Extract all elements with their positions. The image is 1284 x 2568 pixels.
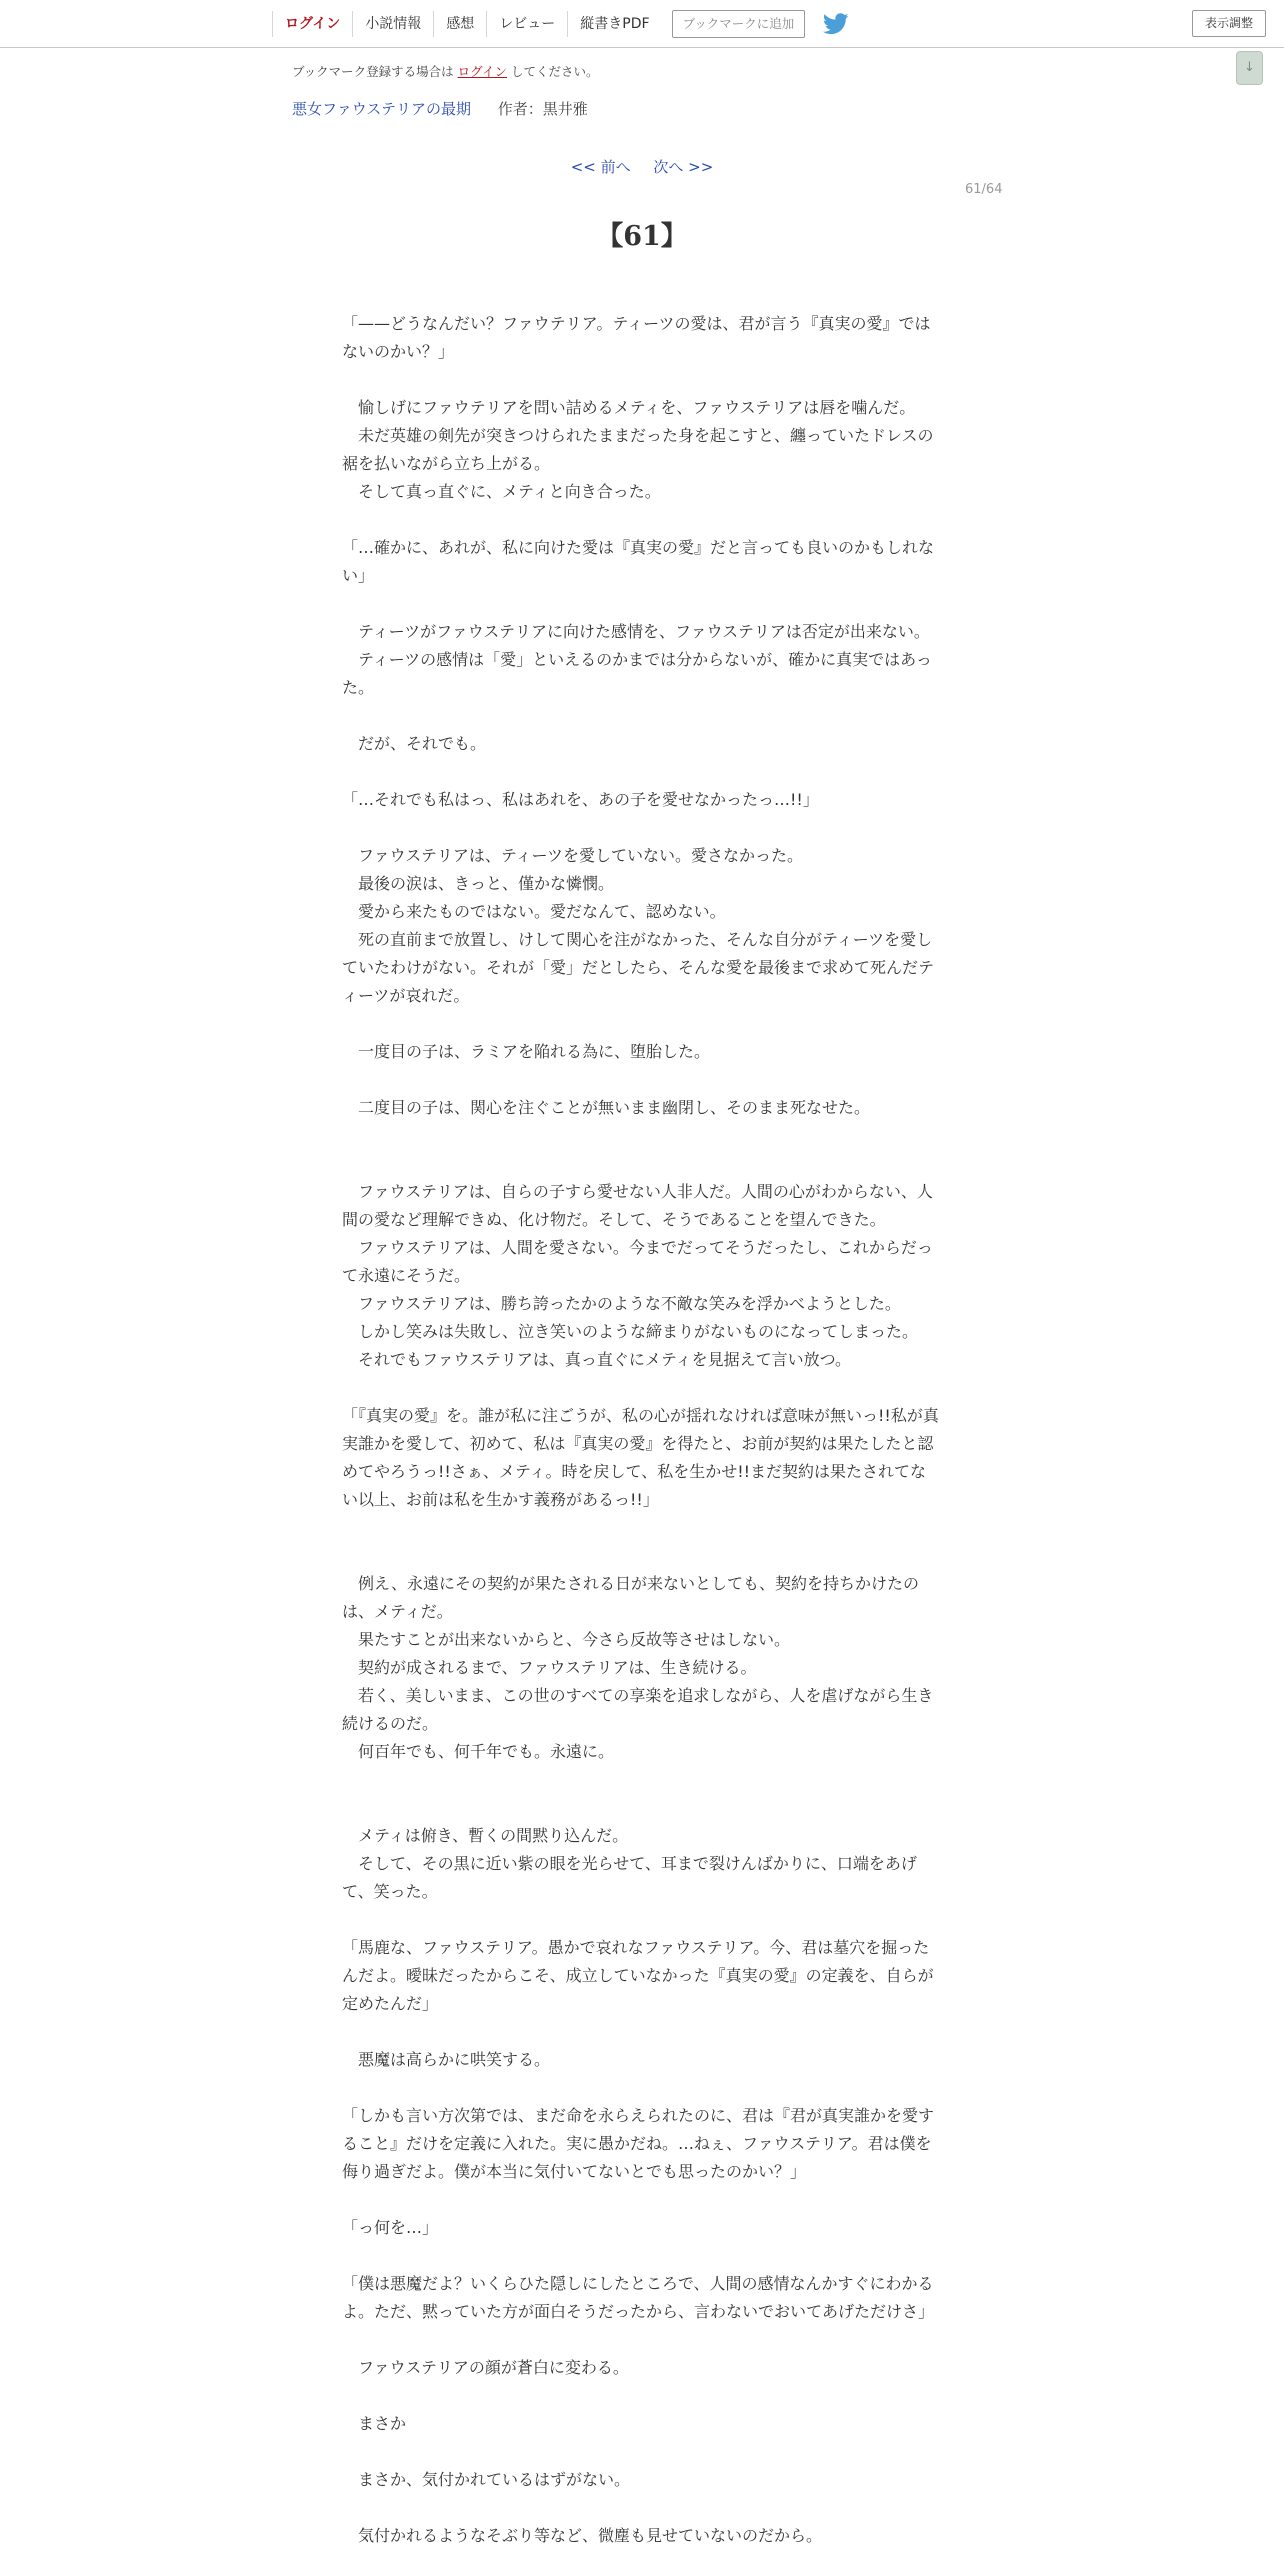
novel-header — [292, 98, 588, 119]
body-paragraph: 「…確かに、あれが、私に向けた愛は『真実の愛』だと言っても良いのかもしれない」 — [342, 538, 935, 585]
login-link[interactable]: ログイン — [272, 11, 352, 37]
body-paragraph: ファウステリアは、自らの子すら愛せない人非人だ。人間の心がわからない、人間の愛など理解できぬ、化け物だ。そして、そうであることを望んできた。 — [342, 1182, 933, 1229]
body-paragraph: そして真っ直ぐに、メティと向き合った。 — [342, 482, 661, 501]
body-paragraph — [342, 590, 942, 618]
body-paragraph: 気付かれるようなそぶり等など、微塵も見せていないのだから。 — [342, 2526, 823, 2545]
body-paragraph: 最後の涙は、きっと、僅かな憐憫。 — [342, 874, 615, 893]
body-paragraph: 愉しげにファウテリアを問い詰めるメティを、ファウステリアは唇を噛んだ。 — [342, 398, 916, 417]
body-paragraph — [342, 2074, 942, 2102]
body-paragraph: 契約が成されるまで、ファウステリアは、生き続ける。 — [342, 1658, 757, 1677]
notice-text-before: ブックマーク登録する場合は — [292, 64, 454, 79]
review-link[interactable]: レビュー — [486, 11, 567, 37]
body-paragraph: メティは俯き、暫くの間黙り込んだ。 — [342, 1826, 629, 1845]
body-paragraph: 愛から来たものではない。愛だなんて、認めない。 — [342, 902, 726, 921]
body-paragraph: 「——どうなんだい？ファウテリア。ティーツの愛は、君が言う『真実の愛』ではないのかい？」 — [342, 314, 931, 361]
body-paragraph — [342, 1010, 942, 1038]
body-paragraph — [342, 1514, 942, 1542]
body-paragraph — [342, 702, 942, 730]
display-settings-button[interactable]: 表示調整 — [1192, 10, 1266, 37]
body-paragraph — [342, 814, 942, 842]
body-paragraph — [342, 758, 942, 786]
body-paragraph: 悪魔は高らかに哄笑する。 — [342, 2050, 551, 2069]
body-paragraph: 「『真実の愛』を。誰が私に注ごうが、私の心が揺れなければ意味が無いっ!!私が真実誰かを愛して、初めて、私は『真実の愛』を得たと、お前が契約は果たしたと認めてやろうっ!!さぁ、メティ。時を戻して、私を生かせ!!まだ契約は果たされてない以上、お前は私を生かす義務があるっ!!」 — [342, 1406, 939, 1509]
body-paragraph: ファウステリアは、ティーツを愛していない。愛さなかった。 — [342, 846, 803, 865]
bookmark-login-notice — [292, 62, 599, 80]
body-paragraph: まさか — [342, 2414, 407, 2433]
global-nav — [272, 11, 849, 37]
chapter-pager — [0, 156, 1284, 177]
body-paragraph: ファウステリアは、人間を愛さない。今までだってそうだったし、これからだって永遠にそうだ。 — [342, 1238, 933, 1285]
body-paragraph — [342, 2186, 942, 2214]
body-paragraph — [342, 1374, 942, 1402]
body-paragraph: 「っ何を…」 — [342, 2218, 439, 2237]
body-paragraph: 「…それでも私はっ、私はあれを、あの子を愛せなかったっ…!!」 — [342, 790, 819, 809]
body-paragraph: 一度目の子は、ラミアを陥れる為に、堕胎した。 — [342, 1042, 711, 1061]
body-paragraph — [342, 2494, 942, 2522]
body-paragraph — [342, 1906, 942, 1934]
body-paragraph: しかし笑みは失敗し、泣き笑いのような締まりがないものになってしまった。 — [342, 1322, 919, 1341]
body-paragraph — [342, 1150, 942, 1178]
body-paragraph: 二度目の子は、関心を注ぐことが無いまま幽閉し、そのまま死なせた。 — [342, 1098, 871, 1117]
scroll-down-button[interactable]: ↓ — [1236, 51, 1263, 85]
next-chapter-link[interactable]: 次へ >> — [653, 158, 714, 176]
body-paragraph: 「僕は悪魔だよ？いくらひた隠しにしたところで、人間の感情なんかすぐにわかるよ。ただ、黙っていた方が面白そうだったから、言わないでおいてあげただけさ」 — [342, 2274, 935, 2321]
body-paragraph — [342, 2242, 942, 2270]
body-paragraph: 例え、永遠にその契約が果たされる日が来ないとしても、契約を持ちかけたのは、メティだ。 — [342, 1574, 919, 1621]
body-paragraph: 「馬鹿な、ファウステリア。愚かで哀れなファウステリア。今、君は墓穴を掘ったんだよ。曖昧だったからこそ、成立していなかった『真実の愛』の定義を、自らが定めたんだ」 — [342, 1938, 934, 2013]
chapter-count: 61/64 — [965, 182, 1003, 197]
novel-info-link[interactable]: 小説情報 — [352, 11, 433, 37]
body-paragraph — [342, 1766, 942, 1794]
body-paragraph — [342, 1122, 942, 1150]
twitter-bird-icon[interactable] — [823, 13, 849, 35]
author-name: 作者：黒井雅 — [497, 100, 588, 118]
prev-chapter-link[interactable]: << 前へ — [570, 158, 631, 176]
vertical-pdf-link[interactable]: 縦書きPDF — [567, 11, 661, 37]
body-paragraph — [342, 1542, 942, 1570]
impressions-link[interactable]: 感想 — [433, 11, 486, 37]
body-paragraph: 死の直前まで放置し、けして関心を注がなかった、そんな自分がティーツを愛していたわけがない。それが「愛」だとしたら、そんな愛を最後まで求めて死んだティーツが哀れだ。 — [342, 930, 935, 1005]
add-bookmark-button[interactable]: ブックマークに追加 — [672, 10, 806, 38]
body-paragraph: 未だ英雄の剣先が突きつけられたままだった身を起こすと、纏っていたドレスの裾を払いながら立ち上がる。 — [342, 426, 934, 473]
body-paragraph: 「しかも言い方次第では、まだ命を永らえられたのに、君は『君が真実誰かを愛すること』だけを定義に入れた。実に愚かだね。…ねぇ、ファウステリア。君は僕を侮り過ぎだよ。僕が本当に気付いてないとでも思ったのかい？」 — [342, 2106, 935, 2181]
body-paragraph: まさか、気付かれているはずがない。 — [342, 2470, 631, 2489]
notice-text-after: してください。 — [511, 64, 599, 79]
body-paragraph — [342, 1794, 942, 1822]
top-navigation-bar — [0, 0, 1284, 48]
body-paragraph: それでもファウステリアは、真っ直ぐにメティを見据えて言い放つ。 — [342, 1350, 851, 1369]
body-paragraph: 果たすことが出来ないからと、今さら反故等させはしない。 — [342, 1630, 791, 1649]
body-paragraph — [342, 2382, 942, 2410]
body-paragraph: ファウステリアは、勝ち誇ったかのような不敵な笑みを浮かべようとした。 — [342, 1294, 901, 1313]
body-paragraph: ティーツの感情は「愛」といえるのかまでは分からないが、確かに真実ではあった。 — [342, 650, 932, 697]
novel-body-text — [342, 310, 942, 2550]
body-paragraph — [342, 366, 942, 394]
notice-login-link[interactable]: ログイン — [457, 64, 508, 79]
body-paragraph — [342, 2326, 942, 2354]
body-paragraph — [342, 2018, 942, 2046]
chapter-title: 【61】 — [596, 221, 688, 252]
body-paragraph — [342, 2438, 942, 2466]
body-paragraph — [342, 506, 942, 534]
body-paragraph: そして、その黒に近い紫の眼を光らせて、耳まで裂けんばかりに、口端をあげて、笑った。 — [342, 1854, 917, 1901]
body-paragraph: だが、それでも。 — [342, 734, 487, 753]
body-paragraph: ファウステリアの顔が蒼白に変わる。 — [342, 2358, 629, 2377]
body-paragraph: ティーツがファウステリアに向けた感情を、ファウステリアは否定が出来ない。 — [342, 622, 930, 641]
body-paragraph: 何百年でも、何千年でも。永遠に。 — [342, 1742, 615, 1761]
novel-title-link[interactable]: 悪女ファウステリアの最期 — [292, 100, 471, 118]
body-paragraph: 若く、美しいまま、この世のすべての享楽を追求しながら、人を虐げながら生き続けるのだ。 — [342, 1686, 934, 1733]
body-paragraph — [342, 1066, 942, 1094]
